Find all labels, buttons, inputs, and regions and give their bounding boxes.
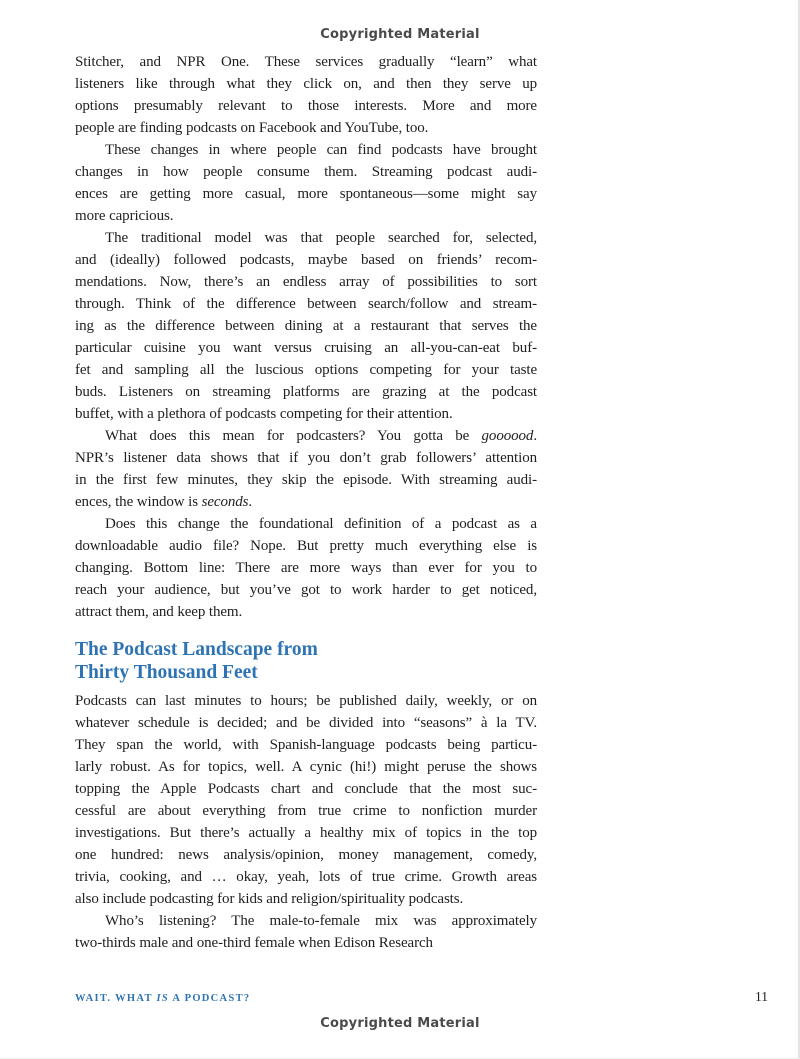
text-line: Who’s listening? The male-to-female mix was approximately	[105, 913, 537, 929]
text-line: options presumably relevant to those interests. More and more	[75, 98, 537, 114]
text-line: through. Think of the difference between search/follow and stream-	[75, 296, 537, 312]
section-heading-line-2: Thirty Thousand Feet	[75, 662, 258, 683]
page-body	[75, 51, 537, 954]
text-line: people are finding podcasts on Facebook and YouTube, too.	[75, 120, 429, 136]
text-line: investigations. But there’s actually a healthy mix of topics in the top	[75, 825, 537, 841]
text-line: They span the world, with Spanish-language podcasts being particu-	[75, 737, 537, 753]
text-line: The traditional model was that people searched for, selected,	[105, 230, 537, 246]
body-paragraphs-bottom	[75, 690, 537, 954]
text-line: Podcasts can last minutes to hours; be published daily, weekly, or on	[75, 693, 537, 709]
text-line: trivia, cooking, and … okay, yeah, lots of true crime. Growth areas	[75, 869, 537, 885]
text-line: What does this mean for podcasters? You gotta be goooood.	[105, 428, 537, 444]
text-line: attract them, and keep them.	[75, 604, 243, 620]
text-line: changes in how people consume them. Streaming podcast audi-	[75, 164, 537, 180]
text-line: NPR’s listener data shows that if you don’t grab followers’ attention	[75, 450, 537, 466]
running-title: WAIT. WHAT IS A PODCAST?	[75, 993, 251, 1004]
text-line: fet and sampling all the luscious options competing for your taste	[75, 362, 537, 378]
text-line: changing. Bottom line: There are more ways than ever for you to	[75, 560, 537, 576]
text-line: more capricious.	[75, 208, 174, 224]
copyright-notice-bottom: Copyrighted Material	[320, 1016, 480, 1031]
copyright-notice-top: Copyrighted Material	[320, 27, 480, 42]
section-heading-line-1: The Podcast Landscape from	[75, 639, 318, 660]
text-line: Does this change the foundational definition of a podcast as a	[105, 516, 537, 532]
text-line: buds. Listeners on streaming platforms are grazing at the podcast	[75, 384, 537, 400]
text-line: two-thirds male and one-third female when Edison Research	[75, 935, 433, 951]
text-line: whatever schedule is decided; and be divided into “seasons” à la TV.	[75, 715, 537, 731]
text-line: also include podcasting for kids and religion/spirituality podcasts.	[75, 891, 464, 907]
text-line: larly robust. As for topics, well. A cynic (hi!) might peruse the shows	[75, 759, 537, 775]
paragraph	[75, 910, 537, 954]
paragraph	[75, 139, 537, 227]
paragraph	[75, 51, 537, 139]
paragraph	[75, 513, 537, 623]
page-number: 11	[755, 989, 768, 1004]
paragraph	[75, 425, 537, 513]
text-line: ences are getting more casual, more spontaneous—some might say	[75, 186, 537, 202]
text-line: particular cuisine you want versus cruising an all-you-can-eat buf-	[75, 340, 537, 356]
page-footer	[75, 989, 768, 1005]
body-paragraphs-top	[75, 51, 537, 623]
text-line: mendations. Now, there’s an endless array of possibilities to sort	[75, 274, 537, 290]
text-line: reach your audience, but you’ve got to work harder to get noticed,	[75, 582, 537, 598]
text-line: in the first few minutes, they skip the episode. With streaming audi-	[75, 472, 537, 488]
text-line: topping the Apple Podcasts chart and conclude that the most suc-	[75, 781, 537, 797]
text-line: listeners like through what they click on, and then they serve up	[75, 76, 537, 92]
text-line: These changes in where people can find podcasts have brought	[105, 142, 537, 158]
paragraph	[75, 690, 537, 910]
text-line: and (ideally) followed podcasts, maybe based on friends’ recom-	[75, 252, 537, 268]
text-line: ing as the difference between dining at a restaurant that serves the	[75, 318, 537, 334]
text-line: downloadable audio file? Nope. But pretty much everything else is	[75, 538, 537, 554]
section-heading	[75, 638, 537, 684]
text-line: cessful are about everything from true crime to nonfiction murder	[75, 803, 537, 819]
text-line: Stitcher, and NPR One. These services gradually “learn” what	[75, 54, 537, 70]
paragraph	[75, 227, 537, 425]
text-line: one hundred: news analysis/opinion, money management, comedy,	[75, 847, 537, 863]
text-line: buffet, with a plethora of podcasts competing for their attention.	[75, 406, 453, 422]
text-line: ences, the window is seconds.	[75, 494, 253, 510]
